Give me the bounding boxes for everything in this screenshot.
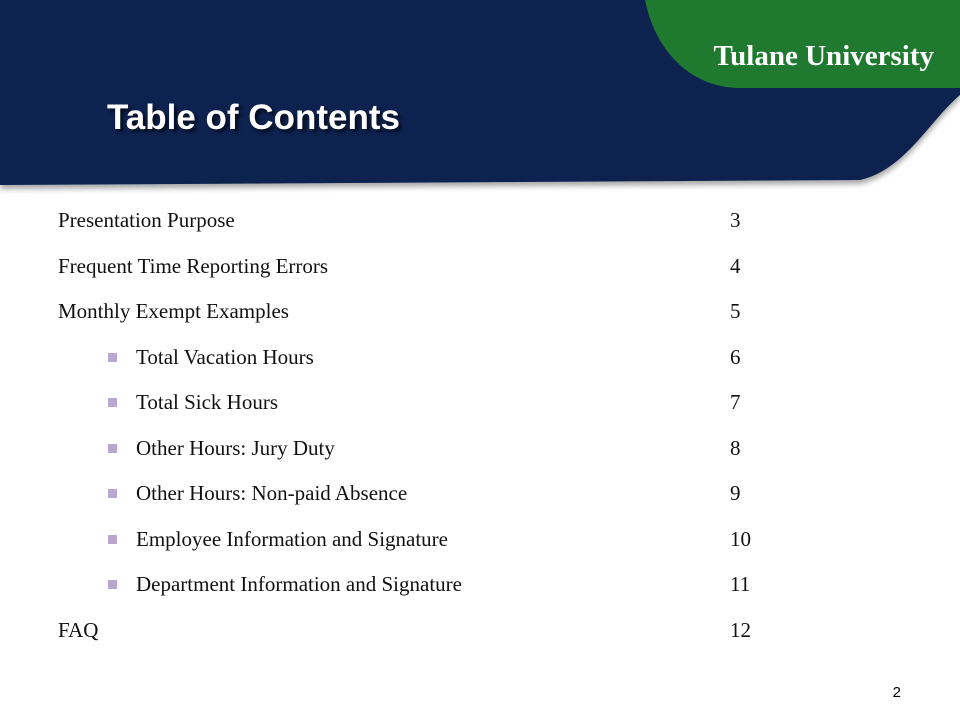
toc-entry-label: Other Hours: Jury Duty (136, 435, 335, 460)
toc-entry-label: Other Hours: Non-paid Absence (136, 481, 408, 505)
square-bullet-icon (108, 580, 117, 589)
slide-number: 2 (892, 684, 901, 701)
square-bullet-icon (108, 444, 117, 453)
toc-entry (0, 198, 960, 244)
square-bullet-icon (108, 398, 117, 407)
square-bullet-icon (108, 353, 117, 362)
toc-entry-page: 12 (730, 617, 751, 642)
toc-entry-label: Total Sick Hours (136, 390, 279, 414)
toc-entry-label: Presentation Purpose (58, 208, 235, 232)
toc-entry-page: 8 (730, 435, 741, 460)
toc-entry-label: FAQ (58, 617, 99, 642)
square-bullet-icon (108, 489, 117, 498)
toc-entry (0, 244, 960, 290)
toc-entry (0, 380, 960, 426)
table-of-contents (0, 198, 960, 653)
toc-entry-page: 4 (730, 253, 741, 278)
toc-entry (0, 517, 960, 563)
toc-entry-page: 11 (730, 572, 751, 596)
page-title: Table of Contents (107, 98, 400, 137)
university-brand: Tulane University (713, 40, 934, 72)
toc-entry-label: Total Vacation Hours (136, 344, 314, 369)
toc-entry-label: Monthly Exempt Examples (58, 299, 289, 323)
toc-entry-page: 6 (730, 344, 741, 369)
toc-entry-page: 3 (730, 208, 741, 232)
toc-entry-page: 7 (730, 390, 741, 414)
square-bullet-icon (108, 535, 117, 544)
toc-entry-page: 9 (730, 481, 741, 505)
toc-entry-page: 5 (730, 299, 741, 323)
toc-entry (0, 426, 960, 472)
toc-entry (0, 562, 960, 608)
toc-entry-label: Frequent Time Reporting Errors (58, 253, 329, 278)
toc-entry-page: 10 (730, 526, 751, 551)
toc-entry-label: Employee Information and Signature (136, 526, 448, 551)
toc-entry (0, 608, 960, 654)
toc-entry-label: Department Information and Signature (136, 572, 462, 596)
toc-entry (0, 335, 960, 381)
toc-entry (0, 289, 960, 335)
toc-entry (0, 471, 960, 517)
